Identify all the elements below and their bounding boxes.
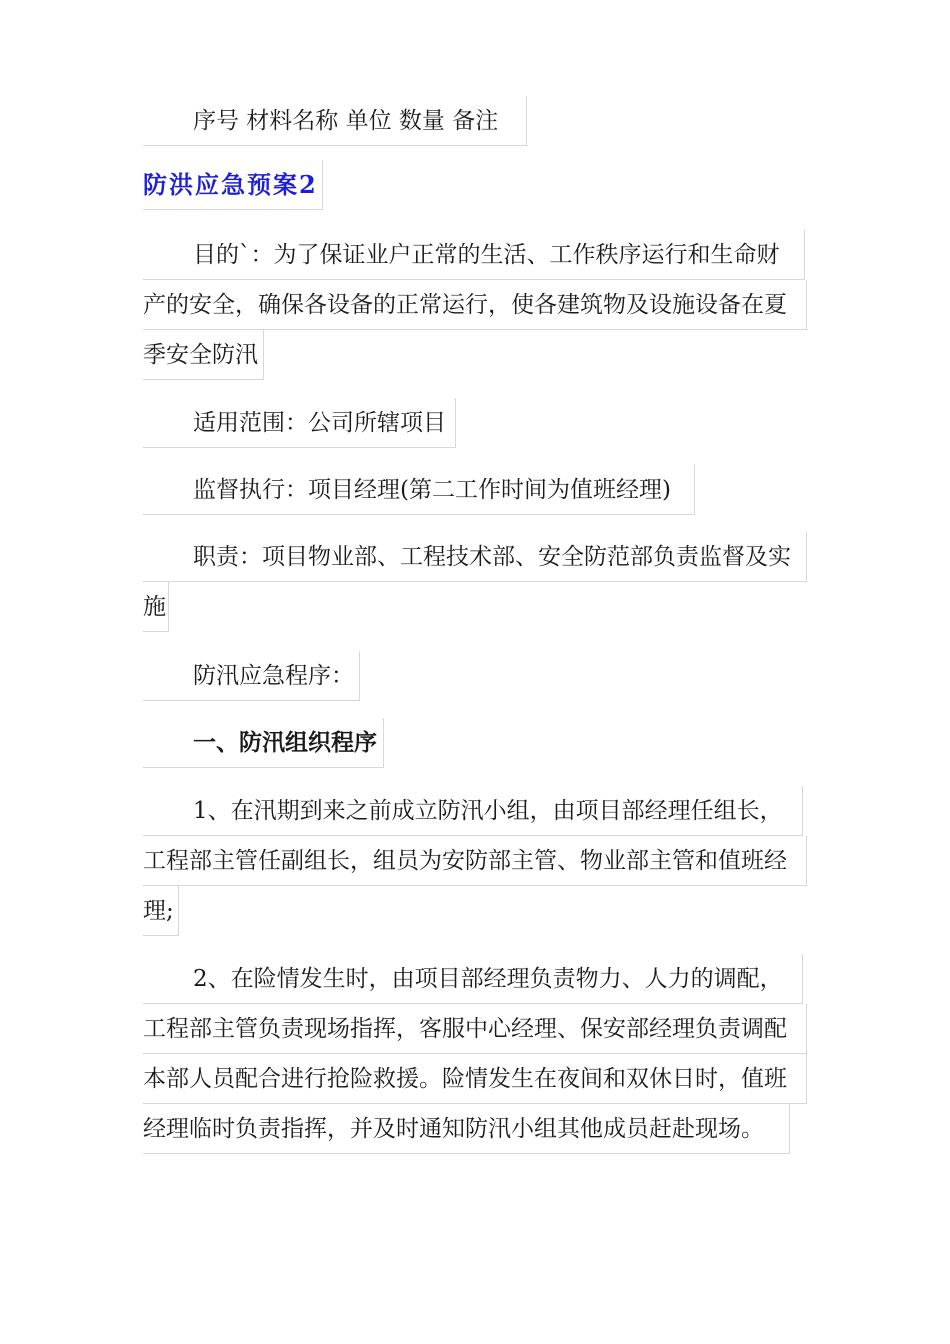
scope-line: 适用范围：公司所辖项目 — [143, 398, 456, 448]
item-1-line-1: 1、在汛期到来之前成立防汛小组，由项目部经理任组长， — [143, 786, 803, 836]
table-header-row: 序号 材料名称 单位 数量 备注 — [143, 96, 527, 146]
duty-line-1: 职责：项目物业部、工程技术部、安全防范部负责监督及实 — [143, 532, 807, 582]
section-1-title: 一、防汛组织程序 — [143, 718, 384, 768]
item-2-line-2: 工程部主管负责现场指挥，客服中心经理、保安部经理负责调配 — [143, 1004, 807, 1054]
item-1-line-3: 理; — [143, 886, 179, 936]
purpose-line-3: 季安全防汛 — [143, 330, 264, 380]
purpose-line-1: 目的`：为了保证业户正常的生活、工作秩序运行和生命财 — [143, 230, 805, 280]
duty-line-2: 施 — [143, 582, 169, 632]
supervision-line: 监督执行：项目经理(第二工作时间为值班经理) — [143, 465, 695, 515]
item-2-line-4: 经理临时负责指挥，并及时通知防汛小组其他成员赶赴现场。 — [143, 1104, 790, 1154]
item-1-line-2: 工程部主管任副组长，组员为安防部主管、物业部主管和值班经 — [143, 836, 807, 886]
item-2-line-3: 本部人员配合进行抢险救援。险情发生在夜间和双休日时，值班 — [143, 1054, 807, 1104]
procedure-label: 防汛应急程序： — [143, 651, 360, 701]
item-2-line-1: 2、在险情发生时，由项目部经理负责物力、人力的调配， — [143, 954, 803, 1004]
purpose-line-2: 产的安全，确保各设备的正常运行，使各建筑物及设施设备在夏 — [143, 280, 807, 330]
document-title: 防洪应急预案2 — [143, 160, 323, 210]
